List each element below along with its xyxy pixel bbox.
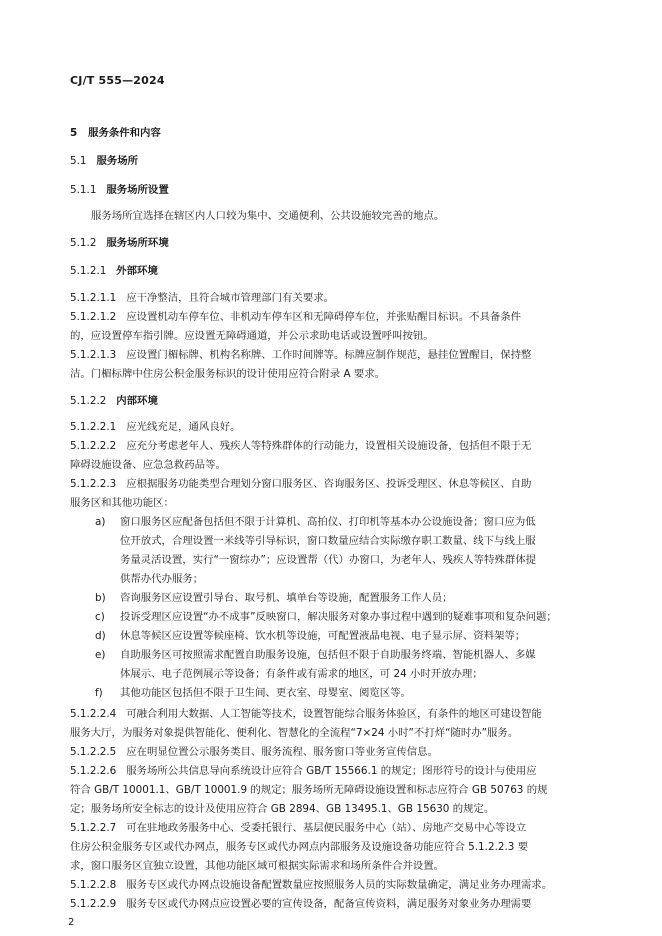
list-item-text: 供帮办代办服务；: [120, 573, 204, 585]
clause-text-cont: 符合 GB/T 10001.1、GB/T 10001.9 的规定；服务场所无障碍设施设置和标志应符合 GB 50763 的规: [70, 784, 548, 796]
section-title: 服务场所环境: [106, 237, 169, 249]
clause-text-cont: 服务大厅，为服务对象提供智能化、便利化、智慧化的全流程“7×24 小时”不打烊“随时办”服务。: [70, 727, 519, 739]
section-title: 服务场所设置: [106, 184, 169, 196]
list-item-label: f): [95, 687, 103, 699]
clause-5-1-2-1-2: [70, 308, 600, 327]
heading-5-1-2-1: [70, 262, 600, 281]
clause-5-1-2-1-1: [70, 289, 600, 308]
clause-text-cont: 障碍设施设备、应急急救药品等。: [70, 459, 226, 471]
section-number: 5.1.2.1: [70, 265, 107, 277]
section-number: 5.1.2.2: [70, 395, 107, 407]
clause-number: 5.1.2.1.2: [70, 311, 117, 323]
list-item-text: 投诉受理区应设置“办不成事”反映窗口，解决服务对象办事过程中遇到的疑难事项和复杂问题；: [120, 611, 557, 623]
paragraph: 服务场所宜选择在辖区内人口较为集中、交通便利、公共设施较完善的地点。: [91, 210, 445, 222]
heading-5-1: [70, 152, 600, 171]
clause-5-1-2-2-1: [70, 418, 600, 437]
clause-number: 5.1.2.1.3: [70, 349, 117, 361]
clause-text-cont: 求，窗口服务区宜独立设置，其他功能区域可根据实际需求和场所条件合并设置。: [70, 860, 445, 872]
clause-number: 5.1.2.2.6: [70, 765, 117, 777]
clause-text: 服务场所公共信息导向系统设计应符合 GB/T 15566.1 的规定；图形符号的设计与使用应: [126, 765, 537, 777]
clause-text: 可在驻地政务服务中心、受委托银行、基层便民服务中心（站）、房地产交易中心等设立: [126, 822, 527, 834]
clause-text: 应在明显位置公示服务类目、服务流程、服务窗口等业务宣传信息。: [126, 746, 438, 758]
clause-text: 应设置机动车停车位、非机动车停车区和无障碍停车位，并张贴醒目标识。不具备条件: [126, 311, 522, 323]
clause-number: 5.1.2.2.8: [70, 879, 117, 891]
clause-number: 5.1.2.2.1: [70, 421, 117, 433]
section-title: 服务条件和内容: [88, 127, 161, 139]
clause-number: 5.1.2.2.2: [70, 440, 117, 452]
clause-5-1-2-2-2: [70, 437, 600, 456]
clause-text-cont: 住房公积金服务专区或代办网点，服务专区或代办网点内部服务及设施设备功能应符合 5.1.2.2.3 要: [70, 841, 529, 853]
clause-5-1-2-1-3: [70, 346, 600, 365]
clause-text: 应设置门楣标牌、机构名称牌、工作时间牌等。标牌应制作规范，悬挂位置醒目，保持整: [126, 349, 532, 361]
clause-text: 服务专区或代办网点应设置必要的宣传设备，配备宣传资料，满足服务对象业务办理需要: [126, 898, 532, 910]
heading-5-1-2-2: [70, 392, 600, 411]
clause-text-cont: 的，应设置停车指引牌。应设置无障碍通道，并公示求助电话或设置呼叫按钮。: [70, 330, 434, 342]
clause-number: 5.1.2.2.7: [70, 822, 117, 834]
clause-text: 服务专区或代办网点设施设备配置数量应按照服务人员的实际数量确定，满足业务办理需求。: [126, 879, 553, 891]
clause-number: 5.1.2.1.1: [70, 292, 117, 304]
clause-number: 5.1.2.2.4: [70, 708, 117, 720]
clause-text-cont: 定；服务场所安全标志的设计及使用应符合 GB 2894、GB 13495.1、GB 15630 的规定。: [70, 803, 495, 815]
list-item-text: 咨询服务区应设置引导台、取号机、填单台等设施，配置服务工作人员；: [120, 592, 453, 604]
clause-text: 应光线充足，通风良好。: [126, 421, 241, 433]
list-item-label: d): [95, 630, 106, 642]
section-number: 5: [70, 127, 78, 139]
clause-text-cont: 服务区和其他功能区：: [70, 497, 174, 509]
clause-5-1-2-2-9: [70, 895, 600, 914]
clause-5-1-2-2-8: [70, 876, 600, 895]
clause-text: 应充分考虑老年人、残疾人等特殊群体的行动能力，设置相关设施设备，包括但不限于无: [126, 440, 532, 452]
list-item-text: 其他功能区包括但不限于卫生间、更衣室、母婴室、阅览区等。: [120, 687, 411, 699]
list-item-label: b): [95, 592, 106, 604]
clause-text: 应干净整洁，且符合城市管理部门有关要求。: [126, 292, 335, 304]
clause-5-1-2-2-3: [70, 475, 600, 494]
list-item-label: e): [95, 649, 106, 661]
list-item-label: a): [95, 516, 106, 528]
page-number: 2: [68, 917, 75, 928]
list-item-text: 位开放式，合理设置一米线等引导标识，窗口数量应结合实际缴存职工数量、线下与线上服: [120, 535, 536, 547]
clause-text: 可融合利用大数据、人工智能等技术，设置智能综合服务体验区，有条件的地区可建设智能: [126, 708, 542, 720]
list-item-text: 休息等候区应设置等候座椅、饮水机等设施，可配置液晶电视、电子显示屏、资料架等；: [120, 630, 526, 642]
clause-text-cont: 洁。门楣标牌中住房公积金服务标识的设计使用应符合附录 A 要求。: [70, 368, 386, 380]
clause-number: 5.1.2.2.3: [70, 478, 117, 490]
section-title: 内部环境: [116, 395, 158, 407]
clause-number: 5.1.2.2.5: [70, 746, 117, 758]
clause-number: 5.1.2.2.9: [70, 898, 117, 910]
list-item-label: c): [95, 611, 105, 623]
clause-5-1-2-2-5: [70, 743, 600, 762]
section-number: 5.1.1: [70, 184, 97, 196]
heading-5-1-1: [70, 181, 600, 200]
clause-5-1-2-2-7: [70, 819, 600, 838]
list-item-text: 务量灵活设置，实行“一窗综办”；应设置帮（代）办窗口，为老年人、残疾人等特殊群体提: [120, 554, 536, 566]
section-number: 5.1: [70, 155, 87, 167]
list-item-text: 窗口服务区应配备包括但不限于计算机、高拍仪、打印机等基本办公设施设备；窗口应为低: [120, 516, 536, 528]
list-item-text: 体展示、电子范例展示等设备；有条件或有需求的地区，可 24 小时开放办理；: [120, 668, 483, 680]
clause-5-1-2-2-6: [70, 762, 600, 781]
heading-5-1-2: [70, 234, 600, 253]
clause-text: 应根据服务功能类型合理划分窗口服务区、咨询服务区、投诉受理区、休息等候区、自助: [126, 478, 532, 490]
section-title: 外部环境: [116, 265, 158, 277]
clause-5-1-2-2-4: [70, 705, 600, 724]
list-item-text: 自助服务区可按照需求配置自助服务设施，包括但不限于自助服务终端、智能机器人、多媒: [120, 649, 536, 661]
section-number: 5.1.2: [70, 237, 97, 249]
standard-code: CJ/T 555—2024: [70, 74, 165, 87]
heading-5: [70, 124, 600, 143]
section-title: 服务场所: [96, 155, 139, 167]
